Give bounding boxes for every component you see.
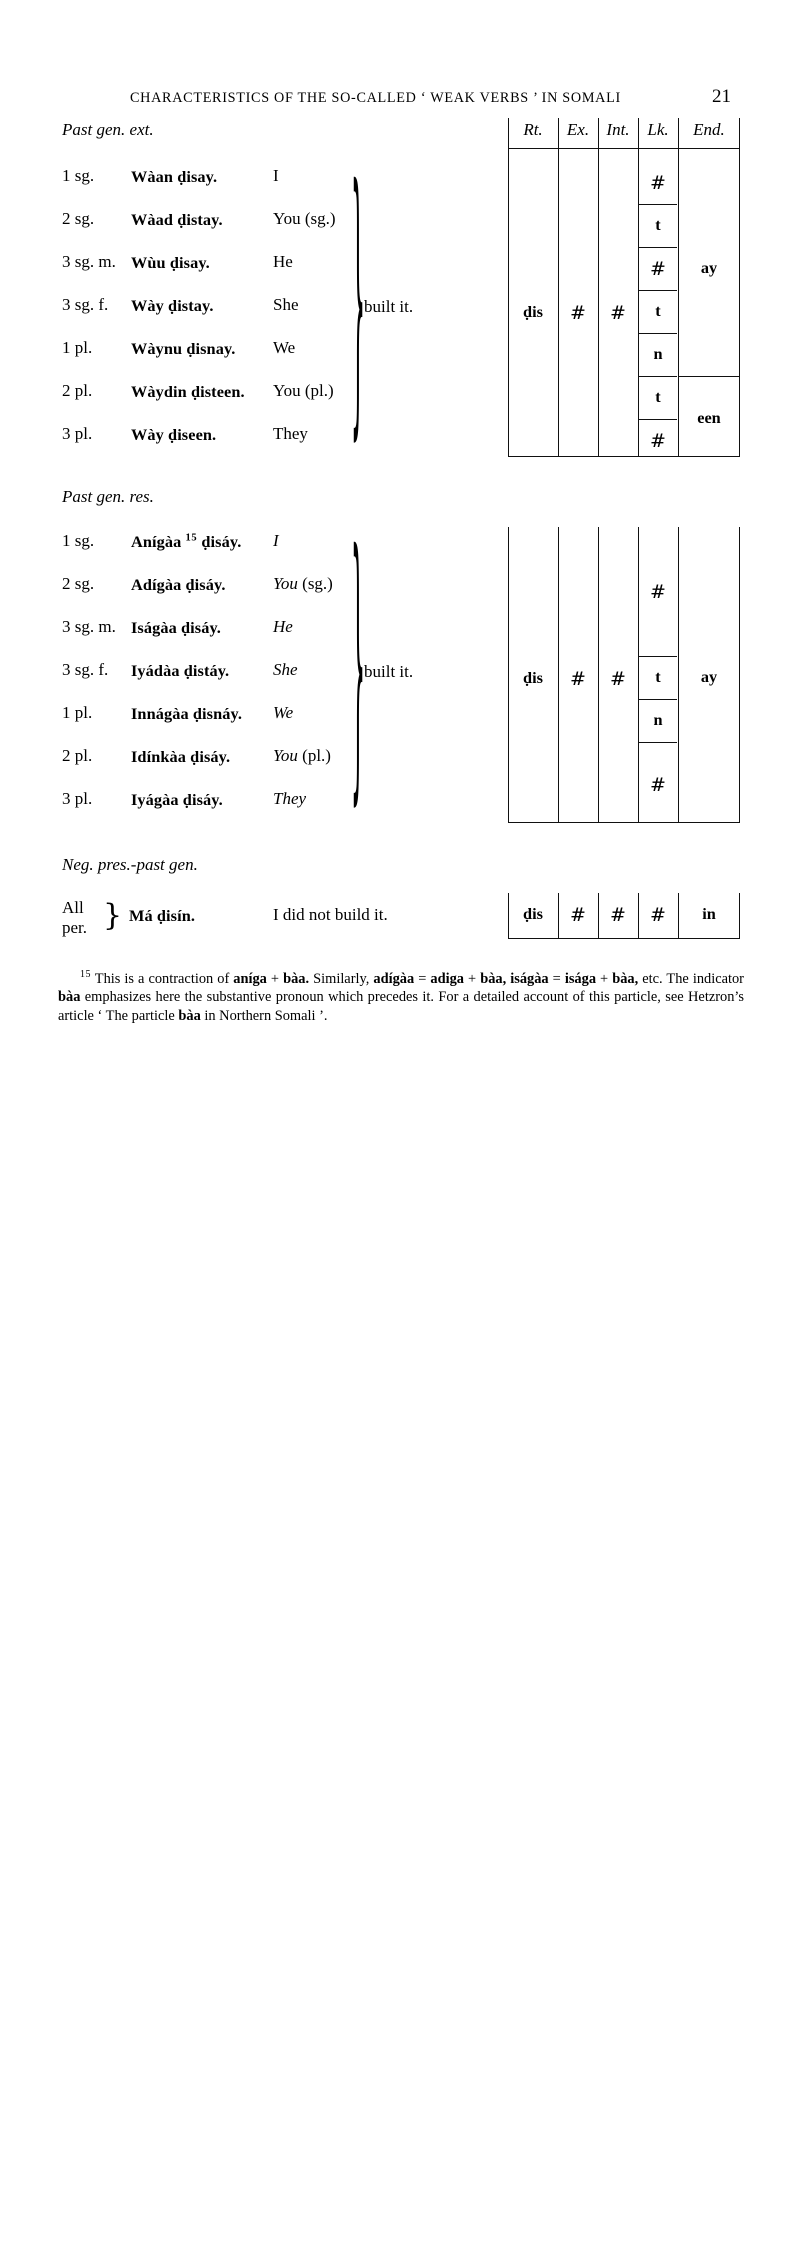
brace-label-2: built it. xyxy=(364,662,414,681)
person-label: 1 pl. xyxy=(62,338,93,357)
footnote-term: bàa xyxy=(178,1007,201,1024)
section-caption-past-gen-ext: Past gen. ext. xyxy=(62,120,154,139)
person-label: 3 pl. xyxy=(62,424,93,443)
footnote-term: bàa xyxy=(58,989,81,1006)
footnote-term: bàa. xyxy=(283,970,310,987)
page-number: 21 xyxy=(712,86,731,107)
somali-form: Idínkàa ḍisáy. xyxy=(131,747,231,766)
morpheme-cell-lk: # xyxy=(650,774,666,796)
cell-divider xyxy=(639,376,677,377)
morpheme-cell-lk: t xyxy=(655,386,661,406)
table-column-end xyxy=(678,118,740,456)
morpheme-cell-lk: # xyxy=(650,257,666,280)
somali-form: Iyádàa ḍistáy. xyxy=(131,661,230,680)
cell-divider xyxy=(639,419,677,420)
footnote-term: bàa, xyxy=(612,970,639,987)
section-caption-neg-pres-past-gen: Neg. pres.-past gen. xyxy=(62,855,198,874)
person-label: 2 pl. xyxy=(62,746,93,765)
somali-form: Innágàa ḍisnáy. xyxy=(131,704,243,723)
morpheme-cell-rt: ḍis xyxy=(523,904,543,923)
brace-label-1: built it. xyxy=(364,297,414,316)
morpheme-cell-ex: # xyxy=(570,904,586,926)
english-gloss: She xyxy=(273,660,298,679)
morpheme-cell-end: in xyxy=(702,904,716,923)
person-label: 3 pl. xyxy=(62,789,93,808)
cell-divider xyxy=(639,204,677,205)
person-label: 3 sg. m. xyxy=(62,617,116,636)
somali-form: Wùu ḍisay. xyxy=(131,253,210,272)
english-gloss: You (pl.) xyxy=(273,381,334,400)
column-header-rt: Rt. xyxy=(523,120,543,139)
all-persons-label xyxy=(62,898,123,938)
cell-divider xyxy=(639,656,677,657)
somali-form: Wàad ḍistay. xyxy=(131,210,223,229)
english-gloss: I xyxy=(273,166,279,185)
all-persons-line2: per. xyxy=(62,918,88,937)
neg-gloss: I did not build it. xyxy=(273,905,388,924)
running-head xyxy=(130,90,670,107)
morpheme-cell-lk: # xyxy=(650,904,666,926)
cell-divider xyxy=(639,742,677,743)
morpheme-cell-end: ay xyxy=(700,666,718,686)
footnote-marker: 15 xyxy=(80,969,91,980)
english-gloss: He xyxy=(273,252,293,271)
table-column-rt xyxy=(508,118,558,456)
footnote-term: adiga xyxy=(430,970,464,987)
person-label: 2 sg. xyxy=(62,574,95,593)
cell-divider xyxy=(639,247,677,248)
morpheme-cell-ex: # xyxy=(570,301,586,324)
english-gloss: You (sg.) xyxy=(273,574,333,593)
cell-divider xyxy=(639,290,677,291)
table-column-int xyxy=(598,118,638,456)
grouping-brace-1: } xyxy=(351,140,366,474)
person-label: 1 sg. xyxy=(62,166,95,185)
somali-form: Iságàa ḍisáy. xyxy=(131,618,221,637)
footnote-term: adígàa xyxy=(373,970,415,987)
cell-divider xyxy=(679,376,739,377)
all-persons-line1: All xyxy=(62,898,84,917)
morpheme-cell-rt: ḍis xyxy=(523,301,543,321)
person-label: 2 sg. xyxy=(62,209,95,228)
morpheme-cell-lk: n xyxy=(653,709,663,729)
morpheme-cell-lk: t xyxy=(655,300,661,320)
morpheme-cell-end: ay xyxy=(700,257,718,277)
somali-form: Anígàa $^{15}$ ḍisáy. xyxy=(131,532,242,551)
neg-somali-form: Má ḍisín. xyxy=(129,906,196,925)
english-gloss: They xyxy=(273,424,308,443)
table-column-ex xyxy=(558,118,598,456)
footnote-term: iságàa xyxy=(510,970,549,987)
table-bottom-rule xyxy=(508,938,740,939)
somali-form: Wàan ḍisay. xyxy=(131,167,218,186)
morpheme-cell-lk: # xyxy=(650,429,666,452)
footnote: $^{15}$ This is a contraction of aníga + bàa. Similarly, adígàa = adiga + bàa, iságàa = isága + bàa, etc. The indicator bàa emphasizes here the substantive pronoun which precedes it. For a detailed account of this particle, see Hetzron’s article ‘ The particle bàa in Northern Somali ’. xyxy=(58,969,744,1024)
morpheme-cell-lk: # xyxy=(650,580,666,603)
somali-form: Wày ḍistay. xyxy=(131,296,214,315)
morpheme-cell-int: # xyxy=(610,667,626,690)
english-gloss: You (pl.) xyxy=(273,746,331,765)
morpheme-cell-ex: # xyxy=(570,667,586,690)
column-header-end: End. xyxy=(693,120,725,139)
grouping-brace-2: } xyxy=(351,505,366,839)
morpheme-cell-rt: ḍis xyxy=(523,667,543,687)
person-label: 3 sg. m. xyxy=(62,252,116,271)
english-gloss: I xyxy=(273,531,279,550)
person-label: 3 sg. f. xyxy=(62,660,109,679)
english-gloss: She xyxy=(273,295,299,314)
column-header-int: Int. xyxy=(606,120,630,139)
morpheme-cell-lk: t xyxy=(655,666,661,686)
table-bottom-rule xyxy=(508,822,740,823)
running-head-text: CHARACTERISTICS OF THE SO-CALLED ‘ WEAK VERBS ’ IN SOMALI xyxy=(130,90,621,106)
person-label: 1 sg. xyxy=(62,531,95,550)
person-label: 2 pl. xyxy=(62,381,93,400)
table-bottom-rule xyxy=(508,456,740,457)
morpheme-cell-int: # xyxy=(610,301,626,324)
all-persons-brace: } xyxy=(103,898,123,933)
footnote-term: aníga xyxy=(233,970,267,987)
somali-form: Wàydin ḍisteen. xyxy=(131,382,245,401)
column-header-lk: Lk. xyxy=(647,120,669,139)
somali-form: Iyágàa ḍisáy. xyxy=(131,790,223,809)
english-gloss: You (sg.) xyxy=(273,209,336,228)
morpheme-cell-lk: # xyxy=(650,171,666,194)
section-caption-past-gen-res: Past gen. res. xyxy=(62,487,154,506)
footnote-term: bàa, xyxy=(480,970,507,987)
footnote-term: isága xyxy=(564,970,597,987)
column-header-ex: Ex. xyxy=(566,120,590,139)
english-gloss: We xyxy=(273,338,296,357)
cell-divider xyxy=(639,333,677,334)
morpheme-cell-lk: t xyxy=(655,214,661,234)
english-gloss: They xyxy=(273,789,307,808)
english-gloss: We xyxy=(273,703,294,722)
person-label: 3 sg. f. xyxy=(62,295,109,314)
somali-form: Wày ḍiseen. xyxy=(131,425,217,444)
somali-form: Wàynu ḍisnay. xyxy=(131,339,236,358)
morpheme-cell-end: een xyxy=(697,408,721,427)
english-gloss: He xyxy=(273,617,293,636)
morpheme-cell-lk: n xyxy=(653,343,663,363)
footnote-reference[interactable]: 15 xyxy=(185,532,198,544)
cell-divider xyxy=(639,699,677,700)
person-label: 1 pl. xyxy=(62,703,93,722)
somali-form: Adígàa ḍisáy. xyxy=(131,575,226,594)
morpheme-cell-int: # xyxy=(610,904,626,926)
